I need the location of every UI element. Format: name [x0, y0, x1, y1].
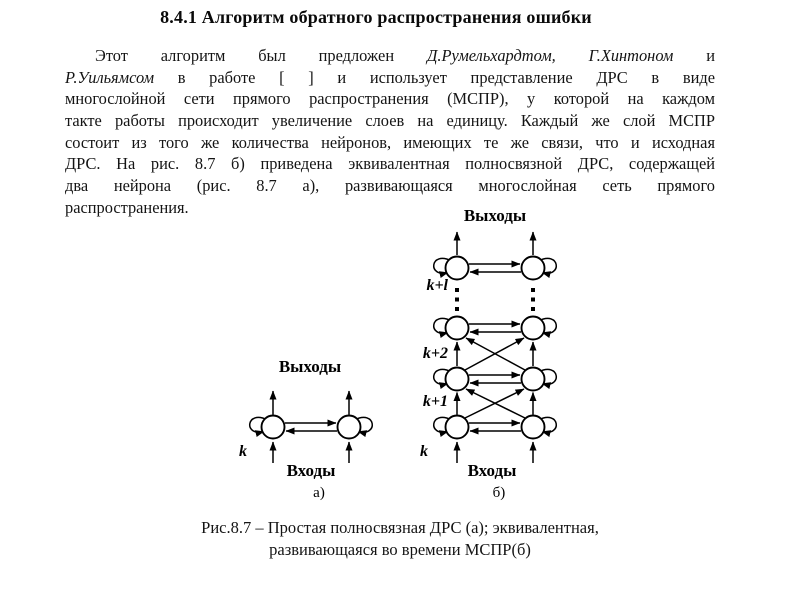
- layer-label-k-plus-2: k+2: [422, 345, 448, 362]
- body-text: два нейрона (рис. 8.7 а), развивающаяся многослойная сеть прямого: [65, 176, 715, 196]
- neuron-circle: [522, 368, 545, 391]
- ellipsis-dot: [455, 298, 459, 302]
- figure-caption: [75, 517, 725, 561]
- interlayer-connections: [457, 338, 533, 370]
- paragraph-line: [65, 132, 715, 154]
- paragraph-line: [65, 175, 715, 197]
- subfigure-tag-a: а): [313, 485, 325, 501]
- neuron-circle: [338, 416, 361, 439]
- paragraph-line: [65, 153, 715, 175]
- paragraph-line: [65, 88, 715, 110]
- neuron-circle: [262, 416, 285, 439]
- body-text: и: [673, 46, 715, 65]
- diagram-a: [239, 357, 372, 501]
- section-title: 8.4.1 Алгоритм обратного распространения ошибки: [160, 7, 592, 27]
- body-text: [556, 46, 589, 65]
- paragraph-line: [65, 67, 715, 89]
- layer-k: [434, 416, 557, 439]
- body-text: распространения.: [65, 197, 189, 217]
- neuron-circle: [522, 257, 545, 280]
- author-name-italic: Р.Уильямсом: [65, 67, 155, 87]
- neuron-circle: [446, 317, 469, 340]
- neuron-circle: [522, 416, 545, 439]
- outputs-label: Выходы: [463, 206, 527, 225]
- subfigure-tag-b: б): [492, 485, 506, 501]
- network-diagram: [200, 200, 600, 510]
- figure-caption-line2: развивающаяся во времени МСПР(б): [269, 540, 531, 559]
- paragraph-line: [65, 45, 715, 67]
- inputs-label: Входы: [467, 461, 517, 480]
- layer-label-k-plus-l: k+l: [426, 277, 448, 294]
- layer-label-k: k: [420, 443, 428, 460]
- ellipsis-dot: [531, 288, 535, 292]
- ellipsis-dot: [455, 288, 459, 292]
- body-text: многослойной сети прямого распространения (МСПР), у которой на каждом: [65, 89, 715, 109]
- neuron-circle: [446, 368, 469, 391]
- body-text: Этот алгоритм был предложен: [95, 46, 427, 65]
- layer-top: [434, 257, 557, 280]
- body-text: состоит из того же количества нейронов, имеющих те же связи, что и исходная: [65, 132, 715, 152]
- paragraph-line: [65, 110, 715, 132]
- author-name-italic: Д.Румельхардтом,: [426, 46, 556, 65]
- layer-k2: [434, 317, 557, 340]
- figure-caption-line1: Рис.8.7 – Простая полносвязная ДРС (а); эквивалентная,: [201, 518, 599, 537]
- outputs-label: Выходы: [278, 357, 342, 376]
- layer-label-k-plus-1: k+1: [422, 393, 448, 410]
- interlayer-connections: [457, 389, 533, 418]
- author-name-italic: Г.Хинтоном: [588, 46, 674, 65]
- neuron-circle: [522, 317, 545, 340]
- body-text: такте работы происходит увеличение слоев на единицу. Каждый же слой МСПР: [65, 111, 715, 131]
- neuron-circle: [446, 257, 469, 280]
- ellipsis-dot: [531, 298, 535, 302]
- neuron-circle: [446, 416, 469, 439]
- layer-label-k: k: [239, 443, 247, 460]
- ellipsis-dot: [455, 307, 459, 311]
- body-text: в работе [ ] и использует представление ДРС в виде: [154, 67, 715, 87]
- layer-k1: [434, 368, 557, 391]
- ellipsis-dot: [531, 307, 535, 311]
- ellipsis-dots: [455, 288, 535, 311]
- inputs-label: Входы: [286, 461, 336, 480]
- body-text: ДРС. На рис. 8.7 б) приведена эквивалентная полносвязной ДРС, содержащей: [65, 154, 715, 174]
- paragraph: [65, 45, 715, 219]
- figure-8-7: [200, 200, 600, 510]
- diagram-b: [420, 206, 556, 501]
